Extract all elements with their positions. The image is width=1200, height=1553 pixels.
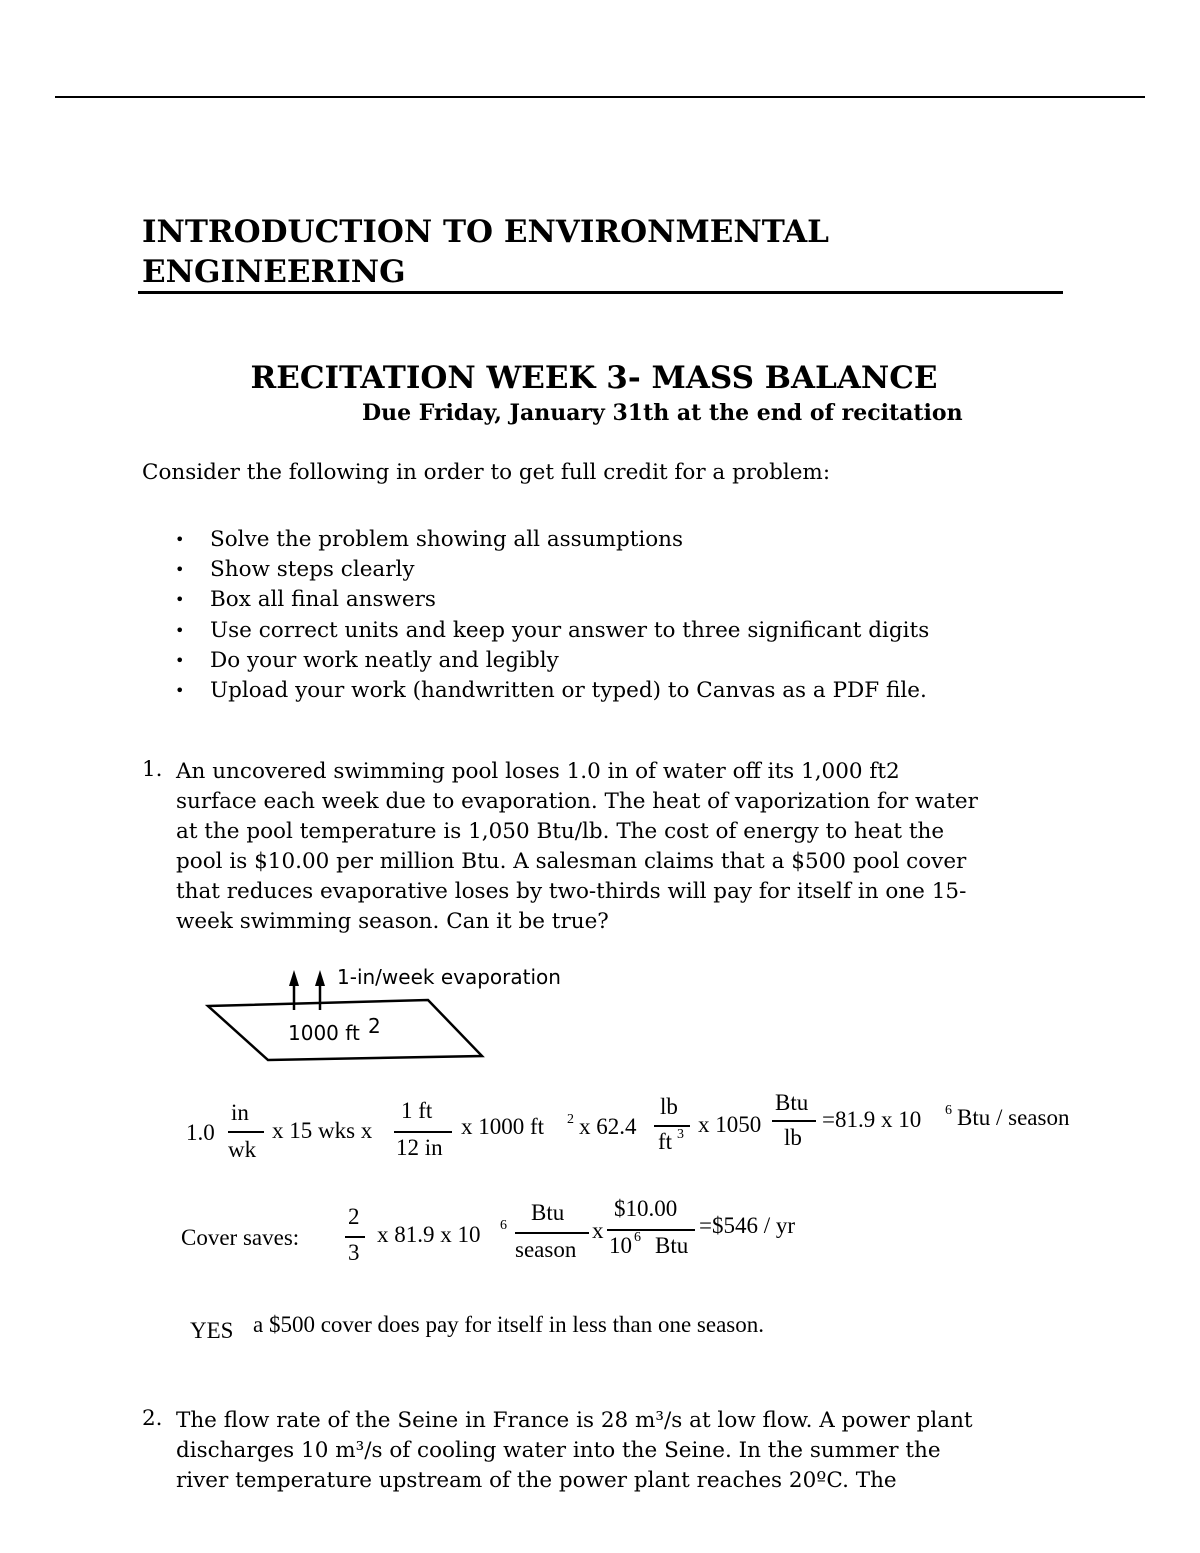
- instructions-intro: Consider the following in order to get full credit for a problem:: [142, 460, 831, 485]
- eq1-ft: ft: [658, 1129, 673, 1154]
- list-item-text: Show steps clearly: [210, 557, 415, 583]
- eq2-fraction-bar: [515, 1232, 589, 1234]
- pool-area-label: 1000 ft: [288, 1021, 360, 1045]
- eq2-cost: $10.00: [614, 1196, 678, 1221]
- eq2-label: Cover saves:: [181, 1225, 300, 1250]
- answer-yes: YES: [190, 1318, 234, 1343]
- list-item-text: Do your work neatly and legibly: [210, 647, 559, 673]
- problem-1-line: pool is $10.00 per million Btu. A salesman claims that a $500 pool cover: [176, 849, 967, 874]
- eq1-heat-vaporization: x 1050: [698, 1112, 762, 1137]
- eq1-fraction-bar: [394, 1131, 452, 1133]
- problem-1-line: that reduces evaporative loses by two-thirds will pay for itself in one 15-: [176, 879, 967, 904]
- eq1-weeks: x 15 wks x: [272, 1118, 373, 1143]
- problem-2-line: discharges 10 m³/s of cooling water into the Seine. In the summer the: [176, 1438, 941, 1463]
- bullet-icon: •: [175, 560, 185, 580]
- eq1-density: x 62.4: [579, 1114, 637, 1139]
- eq1-fraction-bar: [228, 1131, 264, 1133]
- eq1-twelve-in: 12 in: [396, 1135, 443, 1160]
- bullet-icon: •: [175, 620, 185, 640]
- list-item: [172, 676, 929, 706]
- eq2-two: 2: [348, 1204, 360, 1229]
- problem-1-number: 1.: [142, 757, 163, 782]
- eq2-btu: Btu: [531, 1200, 565, 1225]
- eq2-result: =$546 / yr: [699, 1213, 796, 1238]
- eq2-energy: x 81.9 x 10: [377, 1222, 481, 1247]
- eq2-multiply: x: [592, 1218, 604, 1243]
- problem-1-line: at the pool temperature is 1,050 Btu/lb. The cost of energy to heat the: [176, 819, 945, 844]
- eq2-ten: 10: [609, 1233, 632, 1258]
- eq1-result: =81.9 x 10: [822, 1107, 922, 1132]
- eq1-coefficient: 1.0: [186, 1120, 215, 1145]
- eq2-den-btu: Btu: [655, 1233, 689, 1258]
- eq1-lb-denominator: lb: [784, 1125, 802, 1150]
- evaporation-label: 1-in/week evaporation: [337, 965, 561, 989]
- list-item: [172, 525, 929, 555]
- eq1-area: x 1000 ft: [461, 1114, 545, 1139]
- eq2-fraction-bar: [607, 1229, 695, 1231]
- list-item-text: Upload your work (handwritten or typed) to Canvas as a PDF file.: [210, 678, 927, 704]
- eq1-ft-exponent: 3: [677, 1127, 684, 1142]
- eq2-season: season: [515, 1237, 577, 1262]
- eq1-lb: lb: [660, 1094, 678, 1119]
- list-item-text: Use correct units and keep your answer to three significant digits: [210, 617, 930, 643]
- eq1-in: in: [231, 1100, 249, 1125]
- due-date: Due Friday, January 31th at the end of recitation: [362, 400, 963, 426]
- problem-1-line: An uncovered swimming pool loses 1.0 in of water off its 1,000 ft2: [176, 759, 900, 784]
- eq1-area-exponent: 2: [567, 1112, 574, 1127]
- bullet-icon: •: [175, 590, 185, 610]
- recitation-title: RECITATION WEEK 3- MASS BALANCE: [250, 360, 938, 396]
- top-rule: [55, 96, 1145, 98]
- eq2-fraction-bar: [345, 1236, 365, 1238]
- problem-1-text: [176, 757, 1066, 937]
- problem-1-line: week swimming season. Can it be true?: [176, 909, 609, 934]
- bullet-icon: •: [175, 650, 185, 670]
- list-item-text: Box all final answers: [210, 587, 436, 613]
- list-item: [172, 555, 929, 585]
- bullet-icon: •: [175, 530, 185, 549]
- eq1-result-exponent: 6: [945, 1103, 952, 1118]
- eq2-ten-exponent: 6: [634, 1230, 641, 1245]
- eq1-wk: wk: [228, 1137, 257, 1162]
- title-rule: [138, 291, 1063, 294]
- course-title: [142, 212, 1062, 292]
- list-item: [172, 646, 929, 676]
- problem-1-line: surface each week due to evaporation. The heat of vaporization for water: [176, 789, 978, 814]
- course-title-line-2: ENGINEERING: [142, 254, 406, 290]
- problem-2-text: [176, 1406, 1066, 1496]
- pool-area-exponent: 2: [368, 1014, 381, 1038]
- eq1-btu: Btu: [775, 1090, 809, 1115]
- eq2-three: 3: [348, 1240, 360, 1265]
- list-item-text: Solve the problem showing all assumptions: [210, 527, 684, 552]
- eq1-fraction-bar: [772, 1120, 816, 1122]
- bullet-icon: •: [175, 681, 185, 701]
- eq1-result-unit: Btu / season: [957, 1105, 1070, 1130]
- eq1-one-ft: 1 ft: [401, 1098, 433, 1123]
- eq2-energy-exponent: 6: [500, 1218, 507, 1233]
- list-item: [172, 585, 929, 615]
- requirements-list: [172, 525, 929, 706]
- problem-2-line: The flow rate of the Seine in France is 28 m³/s at low flow. A power plant: [176, 1408, 973, 1433]
- problem-2-line: river temperature upstream of the power plant reaches 20ºC. The: [176, 1468, 897, 1493]
- answer-text: a $500 cover does pay for itself in less than one season.: [253, 1312, 764, 1337]
- list-item: [172, 616, 929, 646]
- course-title-line-1: INTRODUCTION TO ENVIRONMENTAL: [142, 214, 829, 250]
- eq1-fraction-bar: [654, 1125, 690, 1127]
- problem-2-number: 2.: [142, 1406, 163, 1431]
